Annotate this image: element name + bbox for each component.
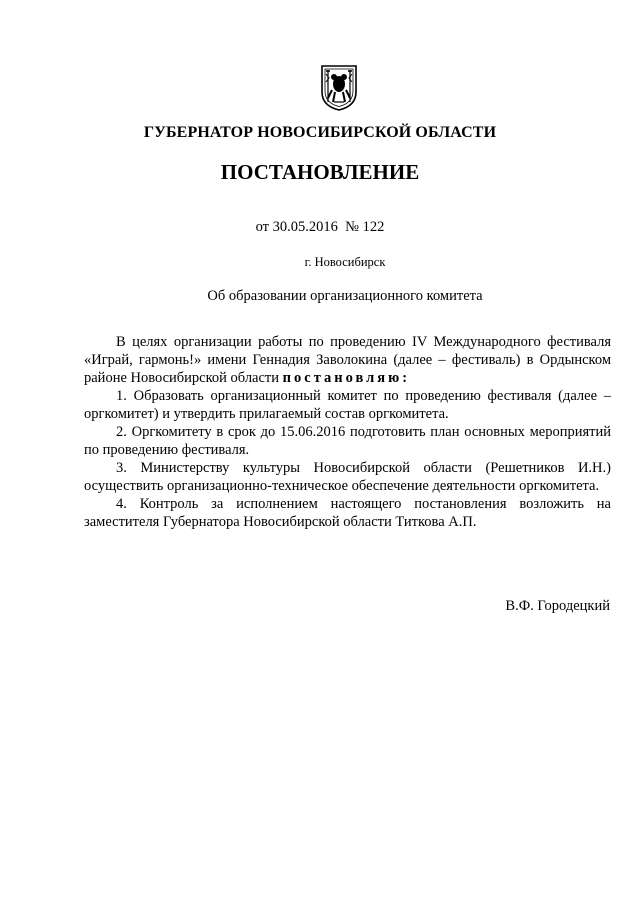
document-body (84, 333, 611, 531)
item-4: 4. Контроль за исполнением настоящего постановления возложить на заместителя Губернатора Новосибирской области Титкова А.П. (84, 496, 611, 530)
document-subject: Об образовании организационного комитета (207, 288, 483, 304)
decree-keyword: постановляю: (282, 370, 411, 386)
document-type: ПОСТАНОВЛЕНИЕ (220, 160, 420, 184)
item-1: 1. Образовать организационный комитет по проведению фестиваля (далее – оргкомитет) и утвердить прилагаемый состав оргкомитета. (84, 388, 611, 422)
intro-paragraph (84, 333, 611, 387)
signature-name: В.Ф. Городецкий (505, 598, 610, 614)
item-3: 3. Министерству культуры Новосибирской области (Решетников И.Н.) осуществить организационно-техническое обеспечение деятельности оргкомитета. (84, 460, 611, 494)
authority-title: ГУБЕРНАТОР НОВОСИБИРСКОЙ ОБЛАСТИ (143, 124, 497, 141)
document-date-number: от 30.05.2016 № 122 (255, 219, 385, 235)
item-2: 2. Оргкомитету в срок до 15.06.2016 подготовить план основных мероприятий по проведению фестиваля. (84, 424, 611, 458)
document-city: г. Новосибирск (304, 255, 386, 269)
novosibirsk-coat-of-arms-icon (318, 62, 360, 112)
intro-text: В целях организации работы по проведению IV Международного фестиваля «Играй, гармонь!» имени Геннадия Заволокина (далее – фестиваль) в Ордынском районе Новосибирской области (84, 334, 611, 386)
